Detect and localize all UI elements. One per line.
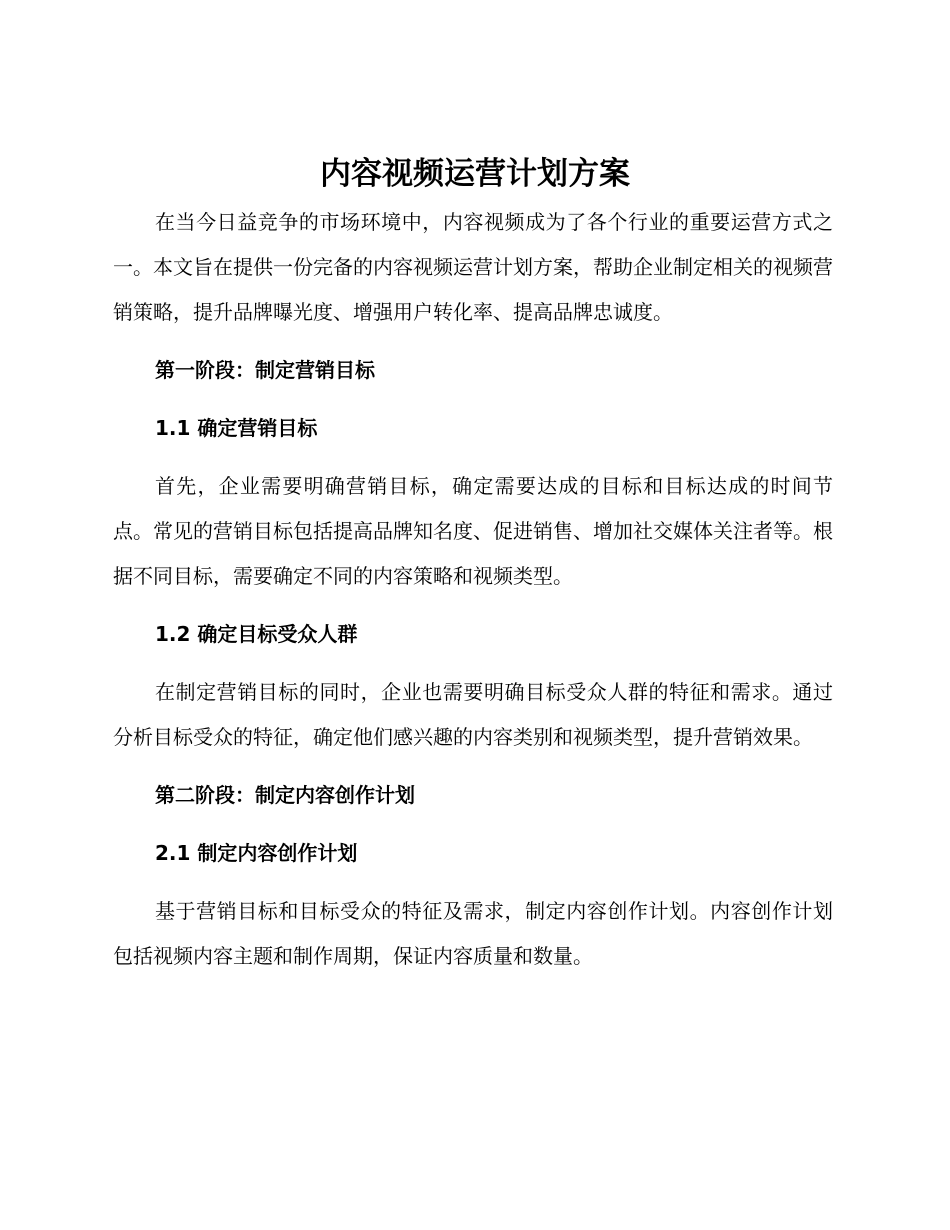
section-1-2-heading: 1.2 确定目标受众人群: [155, 622, 358, 646]
section-2-1-heading: 2.1 制定内容创作计划: [155, 841, 358, 865]
document-title: 内容视频运营计划方案: [320, 156, 630, 192]
section-1-2-paragraph: 在制定营销目标的同时，企业也需要明确目标受众人群的特征和需求。通过分析目标受众的特征，确定他们感兴趣的内容类别和视频类型，提升营销效果。: [113, 680, 833, 749]
section-2-1-paragraph: 基于营销目标和目标受众的特征及需求，制定内容创作计划。内容创作计划包括视频内容主题和制作周期，保证内容质量和数量。: [113, 899, 833, 968]
stage1-heading: 第一阶段：制定营销目标: [155, 358, 375, 382]
document-body: [113, 200, 833, 979]
stage2-heading: 第二阶段：制定内容创作计划: [155, 783, 415, 807]
section-1-1-heading: 1.1 确定营销目标: [155, 416, 318, 440]
intro-paragraph: 在当今日益竞争的市场环境中，内容视频成为了各个行业的重要运营方式之一。本文旨在提供一份完备的内容视频运营计划方案，帮助企业制定相关的视频营销策略，提升品牌曝光度、增强用户转化率、提高品牌忠诚度。: [113, 210, 833, 324]
section-1-1-paragraph: 首先，企业需要明确营销目标，确定需要达成的目标和目标达成的时间节点。常见的营销目标包括提高品牌知名度、促进销售、增加社交媒体关注者等。根据不同目标，需要确定不同的内容策略和视频类型。: [113, 474, 833, 588]
